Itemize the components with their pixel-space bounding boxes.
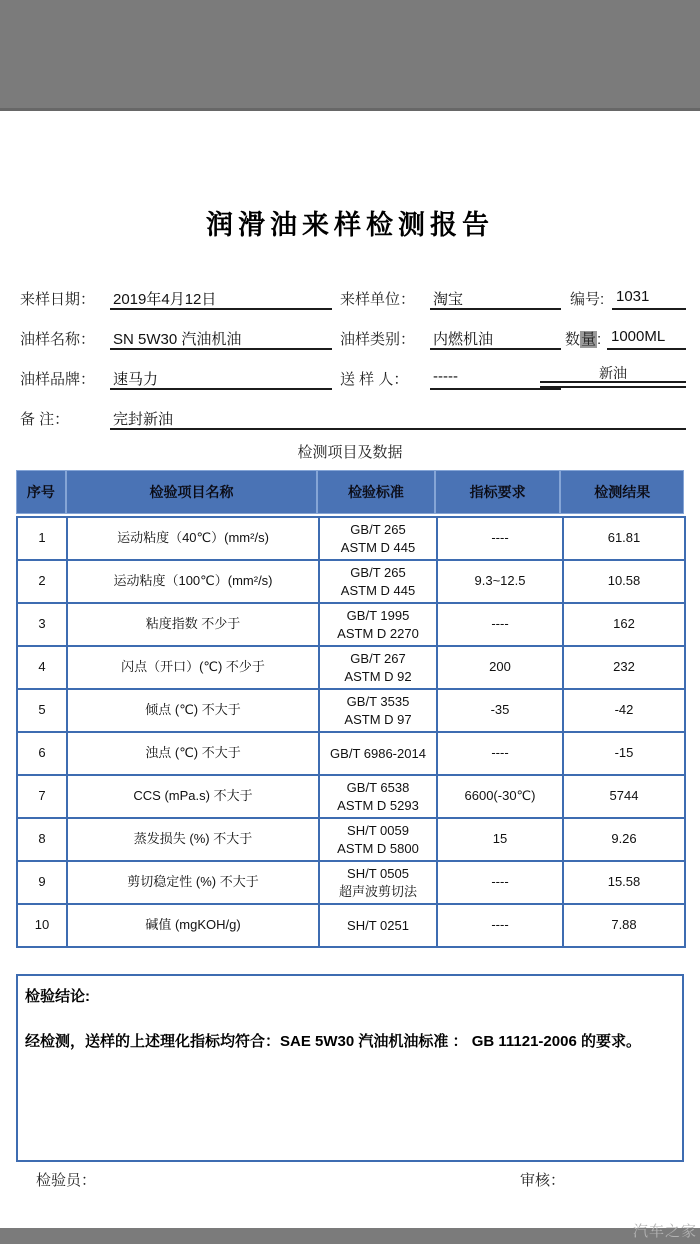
table-row xyxy=(17,560,685,603)
sample-unit-underline xyxy=(430,308,561,310)
standard-line2: ASTM D 5800 xyxy=(337,840,419,856)
row-name: 浊点 (℃) 不大于 xyxy=(67,732,319,775)
sample-sender-value: ----- xyxy=(433,368,458,385)
bottom-gray-band xyxy=(0,1228,700,1244)
table-row xyxy=(17,818,685,861)
standard-line2: 超声波剪切法 xyxy=(338,883,417,899)
table-row xyxy=(17,603,685,646)
row-result: 9.26 xyxy=(563,818,685,861)
standard-line2: ASTM D 2270 xyxy=(337,625,419,641)
sample-sender-label: 送 样 人： xyxy=(340,371,409,388)
row-no: 1 xyxy=(17,517,67,560)
row-requirement: ---- xyxy=(437,603,563,646)
table-row xyxy=(17,646,685,689)
row-name: 蒸发损失 (%) 不大于 xyxy=(67,818,319,861)
conclusion-label: 检验结论: xyxy=(25,988,90,1005)
standard-line1: SH/T 0251 xyxy=(347,917,409,933)
oil-state-value: 新油 xyxy=(599,365,627,381)
oil-brand-underline xyxy=(110,388,332,390)
standard-line2: ASTM D 97 xyxy=(344,711,412,727)
oil-brand-label: 油样品牌： xyxy=(20,371,96,388)
oil-name-value: SN 5W30 汽油机油 xyxy=(113,331,242,348)
conclusion-box xyxy=(16,974,684,1162)
row-no: 4 xyxy=(17,646,67,689)
header-col-standard: 检验标准 xyxy=(318,471,436,513)
table-header xyxy=(16,470,684,514)
sample-date-label: 来样日期： xyxy=(20,291,96,308)
standard-line1: GB/T 267 xyxy=(350,650,406,666)
row-standard xyxy=(319,517,437,560)
oil-state-underline-top xyxy=(540,381,686,383)
oil-state-underline-bottom xyxy=(540,386,686,388)
row-standard xyxy=(319,603,437,646)
row-name: 碱值 (mgKOH/g) xyxy=(67,904,319,947)
quantity-value: 1000ML xyxy=(611,328,666,345)
standard-line1: SH/T 0505 xyxy=(347,865,409,881)
report-title: 润滑油来样检测报告 xyxy=(206,210,494,241)
standard-line2: ASTM D 92 xyxy=(344,668,412,684)
row-no: 3 xyxy=(17,603,67,646)
row-requirement: 15 xyxy=(437,818,563,861)
remark-underline xyxy=(110,428,686,430)
standard-line1: GB/T 6986-2014 xyxy=(330,745,426,761)
standard-line2: ASTM D 445 xyxy=(340,582,416,598)
row-requirement: 200 xyxy=(437,646,563,689)
row-result: -15 xyxy=(563,732,685,775)
header-col-requirement: 指标要求 xyxy=(436,471,562,513)
row-no: 6 xyxy=(17,732,67,775)
oil-category-label: 油样类别： xyxy=(340,331,416,348)
row-result: 5744 xyxy=(563,775,685,818)
remark-label: 备 注： xyxy=(20,411,70,428)
oil-category-underline xyxy=(430,348,561,350)
quantity-underline xyxy=(607,348,686,350)
row-standard xyxy=(319,775,437,818)
row-result: 7.88 xyxy=(563,904,685,947)
standard-line1: GB/T 265 xyxy=(350,521,406,537)
row-name: 闪点（开口）(℃) 不少于 xyxy=(67,646,319,689)
sample-unit-label: 来样单位： xyxy=(340,291,416,308)
row-name: 粘度指数 不少于 xyxy=(67,603,319,646)
sample-date-underline xyxy=(110,308,332,310)
test-data-table xyxy=(16,516,686,948)
row-result: 10.58 xyxy=(563,560,685,603)
row-result: 232 xyxy=(563,646,685,689)
row-no: 10 xyxy=(17,904,67,947)
watermark-text: 汽车之家 xyxy=(632,1223,697,1240)
table-row xyxy=(17,775,685,818)
top-gray-band xyxy=(0,0,700,111)
standard-line2: ASTM D 5293 xyxy=(337,797,419,813)
report-no-label: 编号: xyxy=(570,291,605,308)
row-requirement: ---- xyxy=(437,904,563,947)
row-result: 162 xyxy=(563,603,685,646)
header-col-name: 检验项目名称 xyxy=(67,471,318,513)
standard-line2: ASTM D 445 xyxy=(340,539,416,555)
table-row xyxy=(17,689,685,732)
oil-name-underline xyxy=(110,348,332,350)
row-result: -42 xyxy=(563,689,685,732)
row-no: 2 xyxy=(17,560,67,603)
header-col-result: 检测结果 xyxy=(594,484,651,500)
standard-line1: SH/T 0059 xyxy=(347,822,409,838)
row-name: 倾点 (℃) 不大于 xyxy=(67,689,319,732)
oil-brand-value: 速马力 xyxy=(113,371,159,388)
row-requirement: -35 xyxy=(437,689,563,732)
oil-category-value: 内燃机油 xyxy=(433,331,494,348)
quantity-label-colon: : xyxy=(597,331,602,348)
row-standard xyxy=(319,818,437,861)
standard-line1: GB/T 3535 xyxy=(346,693,410,709)
row-no: 8 xyxy=(17,818,67,861)
row-requirement: 9.3~12.5 xyxy=(437,560,563,603)
quantity-label-highlight: 量 xyxy=(581,331,597,348)
row-name: 剪切稳定性 (%) 不大于 xyxy=(67,861,319,904)
row-no: 9 xyxy=(17,861,67,904)
table-body xyxy=(17,517,685,947)
inspector-label: 检验员： xyxy=(36,1172,97,1189)
sample-unit-value: 淘宝 xyxy=(433,291,464,308)
row-standard xyxy=(319,646,437,689)
sample-sender-underline xyxy=(430,388,561,390)
row-requirement: ---- xyxy=(437,517,563,560)
table-row xyxy=(17,904,685,947)
row-requirement: ---- xyxy=(437,861,563,904)
quantity-label-prefix: 数 xyxy=(565,331,581,348)
row-standard xyxy=(319,732,437,775)
row-standard xyxy=(319,689,437,732)
row-no: 5 xyxy=(17,689,67,732)
table-row xyxy=(17,517,685,560)
row-result: 15.58 xyxy=(563,861,685,904)
row-requirement: ---- xyxy=(437,732,563,775)
row-name: 运动粘度（40℃）(mm²/s) xyxy=(67,517,319,560)
row-requirement: 6600(-30℃) xyxy=(437,775,563,818)
section-title: 检测项目及数据 xyxy=(297,444,403,461)
row-name: CCS (mPa.s) 不大于 xyxy=(67,775,319,818)
standard-line1: GB/T 1995 xyxy=(346,607,410,623)
row-standard xyxy=(319,560,437,603)
oil-name-label: 油样名称： xyxy=(20,331,96,348)
row-name: 运动粘度（100℃）(mm²/s) xyxy=(67,560,319,603)
remark-value: 完封新油 xyxy=(113,411,174,428)
row-standard xyxy=(319,861,437,904)
row-result: 61.81 xyxy=(563,517,685,560)
table-row xyxy=(17,861,685,904)
conclusion-text: 经检测，送样的上述理化指标均符合：SAE 5W30 汽油机油标准 ： GB 11121-2006 的要求。 xyxy=(25,1033,641,1050)
header-col-no: 序号 xyxy=(17,471,67,513)
reviewer-label: 审核： xyxy=(520,1172,566,1189)
quantity-label xyxy=(565,328,601,349)
standard-line1: GB/T 265 xyxy=(350,564,406,580)
row-standard xyxy=(319,904,437,947)
sample-date-value: 2019年4月12日 xyxy=(113,291,217,308)
row-no: 7 xyxy=(17,775,67,818)
table-row xyxy=(17,732,685,775)
report-no-value: 1031 xyxy=(616,288,650,305)
report-no-underline xyxy=(612,308,686,310)
standard-line1: GB/T 6538 xyxy=(346,779,410,795)
